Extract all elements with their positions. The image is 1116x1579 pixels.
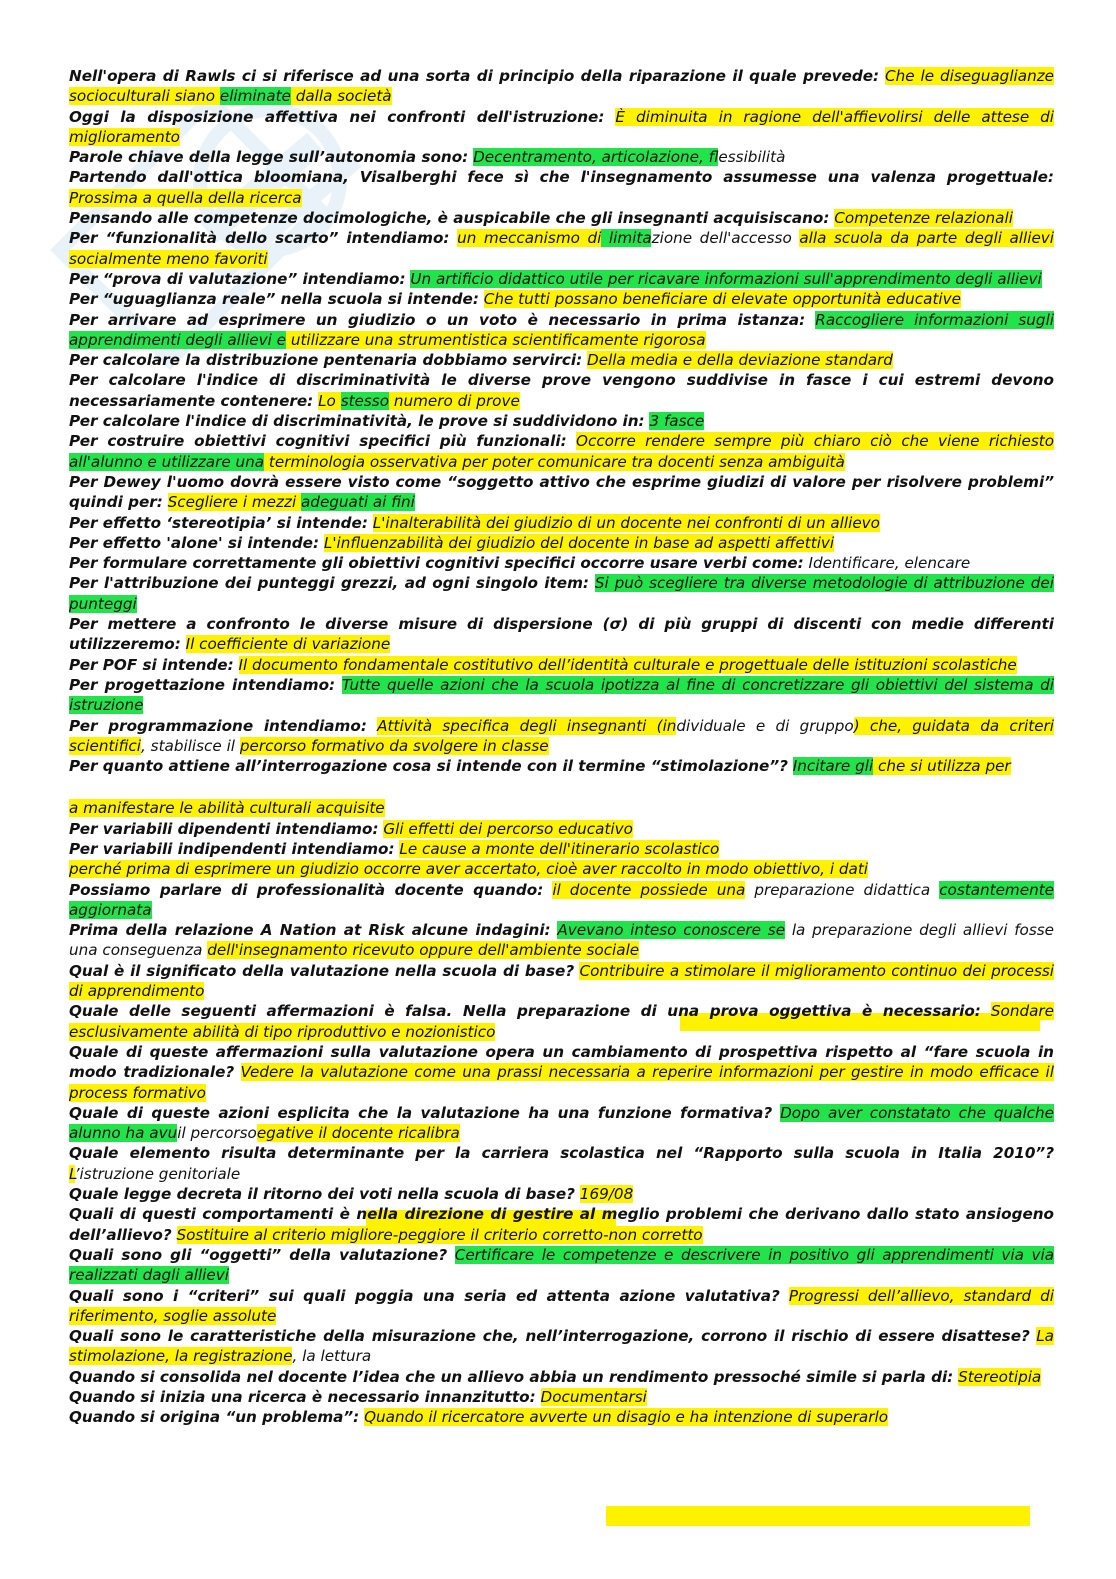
answer-segment: 3 fasce <box>649 412 705 431</box>
blank-gap <box>69 776 1054 798</box>
answer-segment: Incitare gli <box>792 757 874 776</box>
answer-segment: Un artificio didattico utile per ricavare informazioni sull'apprendimento degli allievi <box>410 269 1042 288</box>
question-text: Quando si inizia una ricerca è necessario innanzitutto: <box>69 1388 536 1406</box>
question-text: Prima della relazione A Nation at Risk alcune indagini: <box>69 921 551 940</box>
question-text: Per calcolare l'indice di discriminatività, le prove si suddividono in: <box>69 412 645 431</box>
qa-item <box>69 553 1054 573</box>
question-text: Quale elemento risulta determinante per la carriera scolastica nel “Rapporto sulla scuola in Italia 2010”? <box>69 1144 1054 1163</box>
answer-segment: Documentarsi <box>540 1388 647 1406</box>
qa-item <box>69 880 1054 921</box>
answer-segment: Decentramento, articolazione, f <box>473 148 719 167</box>
question-text: Per Dewey l'uomo dovrà essere visto come “soggetto attivo che esprime giudizi di valore per risolvere problemi” quindi per: <box>69 472 1054 512</box>
answer-segment: La stimolazione, la registrazione <box>69 1327 1054 1366</box>
qa-item <box>69 1387 1054 1407</box>
question-text: Per effetto 'alone' si intende: <box>69 533 320 552</box>
question-text: Per POF si intende: <box>69 655 234 674</box>
qa-item <box>69 370 1054 411</box>
question-text: Per quanto attiene all’interrogazione cosa si intende con il termine “stimolazione”? <box>69 757 788 776</box>
answer-segment: percorso formativo da svolgere in classe <box>239 736 549 755</box>
question-text: Per l'attribuzione dei punteggi grezzi, ad ogni singolo item: <box>69 574 589 593</box>
qa-item <box>69 289 1054 309</box>
qa-item <box>69 1143 1054 1184</box>
qa-item <box>69 716 1054 757</box>
qa-item <box>69 167 1054 208</box>
qa-item <box>69 1367 1054 1387</box>
answer-segment: Si può scegliere tra diverse metodologie di attribuzione dei punteggi <box>69 574 1054 613</box>
question-text: Quali sono gli “oggetti” della valutazione? <box>69 1245 448 1264</box>
answer-segment: Attività specifica degli insegnanti (in <box>377 716 677 735</box>
answer-segment: egative il docente ricalibra <box>256 1124 460 1143</box>
qa-item <box>69 839 1054 859</box>
qa-item <box>69 614 1054 655</box>
answer-segment: dalla società <box>290 87 392 106</box>
question-text: Quando si consolida nel docente l’idea che un allievo abbia un rendimento pressoché simile si parla di: <box>69 1367 954 1386</box>
question-text: Per calcolare la distribuzione pentenaria dobbiamo servirci: <box>69 351 583 370</box>
answer-segment: Dopo aver constatato che qualche alunno ha avu <box>69 1103 1055 1143</box>
qa-item <box>69 1042 1054 1103</box>
question-text: Per costruire obiettivi cognitivi specifici più funzionali: <box>69 432 567 451</box>
answer-segment: Contribuire a stimolare il miglioramento continuo dei processi di apprendimento <box>69 961 1054 1001</box>
answer-segment: un meccanismo di <box>457 229 602 248</box>
answer-segment: Sostituire al criterio migliore-peggiore il criterio corretto-non corretto <box>176 1225 703 1244</box>
answer-segment: Che le diseguaglianze socioculturali siano <box>69 67 1055 106</box>
answer-segment: terminologia osservativa per poter comunicare tra docenti senza ambiguità <box>264 452 845 471</box>
question-text: Per arrivare ad esprimere un giudizio o un voto è necessario in prima istanza: <box>69 310 806 329</box>
answer-segment: il docente possiede una <box>552 880 746 899</box>
answer-segment: Quando il ricercatore avverte un disagio e ha intenzione di superarlo <box>364 1408 888 1427</box>
answer-segment: perché prima di esprimere un giudizio occorre aver accertato, cioè aver raccolto in modo obiettivo, i dati <box>69 860 868 879</box>
answer-segment: il percorso <box>177 1124 257 1143</box>
answer-segment: Raccogliere informazioni sugli apprendimenti degli allievi e <box>69 310 1055 349</box>
answer-segment: utilizzare una strumentistica scientificamente rigorosa <box>286 330 706 349</box>
qa-item <box>69 961 1054 1002</box>
question-text: Nell'opera di Rawls ci si riferisce ad una sorta di principio della riparazione il quale prevede: <box>69 67 880 85</box>
qa-item <box>69 859 1054 879</box>
answer-segment: Stereotipia <box>958 1367 1042 1386</box>
answer-segment: stesso <box>340 391 390 410</box>
yellow-highlight-mark <box>606 1506 1030 1526</box>
qa-item <box>69 533 1054 553</box>
qa-item <box>69 1103 1054 1144</box>
question-text: Per “uguaglianza reale” nella scuola si intende: <box>69 290 479 309</box>
question-text: Oggi la disposizione affettiva nei confronti dell'istruzione: <box>69 107 605 126</box>
question-text: Parole chiave della legge sull’autonomia sono: <box>69 148 469 167</box>
answer-segment: Il coefficiente di variazione <box>185 635 391 654</box>
qa-item <box>69 1245 1054 1286</box>
question-text: Quali di questi comportamenti è nella direzione di gestire al meglio problemi che derivano dallo stato ansiogeno dell’allievo? <box>69 1205 1054 1244</box>
answer-segment: , la lettura <box>292 1347 372 1366</box>
question-text: Quale delle seguenti affermazioni è falsa. Nella preparazione di una prova oggettiva è necessario: <box>69 1002 981 1021</box>
qa-item <box>69 107 1054 148</box>
qa-item <box>69 655 1054 675</box>
answer-segment: L'inalterabilità dei giudizio di un docente nei confronti di un allievo <box>372 513 880 532</box>
qa-item <box>69 1204 1054 1245</box>
qa-item <box>69 798 1054 818</box>
qa-item <box>69 228 1054 269</box>
answer-segment: Tutte quelle azioni che la scuola ipotizza al fine di concretizzare gli obiettivi del sistema di istruzione <box>69 675 1055 715</box>
answer-segment: Gli effetti dei percorso educativo <box>383 819 633 838</box>
answer-segment: Che tutti possano beneficiare di elevate opportunità educative <box>483 290 961 309</box>
question-text: Quale di queste azioni esplicita che la valutazione ha una funzione formativa? <box>69 1103 773 1122</box>
answer-segment: Certificare le competenze e descrivere in positivo gli apprendimenti via via realizzati dagli allievi <box>69 1245 1054 1285</box>
answer-segment: L'influenzabilità dei giudizio del docente in base ad aspetti affettivi <box>323 533 835 552</box>
question-text: Per “funzionalità dello scarto” intendiamo: <box>69 229 450 248</box>
answer-segment: all'alunno e utilizzare una <box>69 452 265 471</box>
answer-segment: Progressi dell’allievo, standard di riferimento, soglie assolute <box>69 1286 1054 1325</box>
answer-segment: alla scuola da parte degli allievi socialmente meno favoriti <box>69 229 1055 268</box>
qa-item <box>69 147 1054 167</box>
question-text: Quale di queste affermazioni sulla valutazione opera un cambiamento di prospettiva rispetto al “fare scuola in modo tradizionale? <box>69 1042 1054 1082</box>
answer-segment: a manifestare le abilità culturali acquisite <box>69 799 385 818</box>
answer-segment: Competenze relazionali <box>834 209 1013 228</box>
qa-item <box>69 1326 1054 1367</box>
question-text: Quali sono i “criteri” sui quali poggia una seria ed attenta azione valutativa? <box>69 1286 780 1305</box>
document-page <box>69 66 1054 1428</box>
qa-item <box>69 920 1054 961</box>
question-text: Per variabili indipendenti intendiamo: <box>69 839 395 858</box>
answer-segment: ) che, guidata da criteri scientifici <box>69 716 1054 755</box>
qa-item <box>69 675 1054 716</box>
answer-segment: Prossima a quella della ricerca <box>69 188 302 207</box>
qa-item <box>69 1407 1054 1427</box>
answer-segment: Le cause a monte dell'itinerario scolastico <box>399 839 720 858</box>
qa-item <box>69 1001 1054 1042</box>
qa-item <box>69 1184 1054 1204</box>
answer-segment: che si utilizza per <box>873 757 1011 776</box>
answer-segment: dividuale e di gruppo <box>676 716 854 735</box>
question-text: Possiamo parlare di professionalità docente quando: <box>69 880 544 899</box>
question-text: Partendo dall'ottica bloomiana, Visalberghi fece sì che l'insegnamento assumesse una valenza progettuale: <box>69 168 1054 187</box>
answer-segment: costantemente aggiornata <box>69 880 1054 919</box>
question-text: Per calcolare l'indice di discriminatività le diverse prove vengono suddivise in fasce i cui estremi devono necessariamente contenere: <box>69 371 1054 410</box>
answer-segment: L <box>69 1164 75 1183</box>
answer-segment: Vedere la valutazione come una prassi necessaria a reperire informazioni per gestire in modo efficace il process formativo <box>69 1063 1054 1102</box>
qa-item <box>69 208 1054 228</box>
answer-segment: Il documento fondamentale costitutivo dell’identità culturale e progettuale delle istituzioni scolastiche <box>238 655 1017 674</box>
answer-segment: Lo <box>318 391 341 410</box>
answer-segment: dell'insegnamento ricevuto oppure dell'ambiente sociale <box>207 941 640 960</box>
qa-item <box>69 1286 1054 1327</box>
answer-segment: Della media e della deviazione standard <box>587 351 893 370</box>
answer-segment: Avevano inteso conoscere se <box>557 921 786 940</box>
qa-item <box>69 66 1054 107</box>
answer-segment: Sondare esclusivamente abilità di tipo riproduttivo e nozionistico <box>69 1002 1055 1041</box>
answer-segment: 169/08 <box>579 1185 634 1204</box>
qa-item <box>69 819 1054 839</box>
answer-segment: ’istruzione genitoriale <box>74 1164 241 1183</box>
answer-segment: numero di prove <box>389 391 520 410</box>
qa-item <box>69 269 1054 289</box>
answer-segment: eliminate <box>219 87 291 106</box>
question-text: Qual è il significato della valutazione nella scuola di base? <box>69 961 575 980</box>
question-text: Per programmazione intendiamo: <box>69 716 367 735</box>
qa-item <box>69 513 1054 533</box>
question-text: Quali sono le caratteristiche della misurazione che, nell’interrogazione, corrono il rischio di essere disattese? <box>69 1327 1030 1346</box>
question-text: Per mettere a confronto le diverse misure di dispersione (σ) di più gruppi di discenti con medie differenti utilizzeremo: <box>69 615 1054 654</box>
qa-item <box>69 431 1054 472</box>
answer-segment: , stabilisce il <box>141 736 240 755</box>
question-text: Quando si origina “un problema”: <box>69 1408 360 1427</box>
answer-segment: limitazione dell'accesso <box>601 229 800 248</box>
answer-segment: Occorre rendere sempre più chiaro ciò che viene richiesto <box>576 432 1055 451</box>
answer-segment: lessibilità <box>718 148 786 167</box>
question-text: Per variabili dipendenti intendiamo: <box>69 819 379 838</box>
question-text: Per effetto ‘stereotipia’ si intende: <box>69 513 368 532</box>
question-text: Per formulare correttamente gli obiettivi cognitivi specifici occorre usare verbi come: <box>69 554 804 573</box>
question-text: Per progettazione intendiamo: <box>69 675 336 694</box>
qa-item <box>69 310 1054 351</box>
answer-segment: Identificare, elencare <box>808 554 971 573</box>
answer-segment: la preparazione degli allievi fosse una conseguenza <box>69 921 1055 960</box>
question-text: Quale legge decreta il ritorno dei voti nella scuola di base? <box>69 1185 575 1204</box>
answer-segment: È diminuita in ragione dell'affievolirsi delle attese di miglioramento <box>69 107 1055 146</box>
answer-segment: Scegliere i mezzi <box>167 493 301 512</box>
question-text: Pensando alle competenze docimologiche, è auspicabile che gli insegnanti acquisiscano: <box>69 209 830 228</box>
answer-segment: preparazione didattica <box>745 880 940 899</box>
qa-item <box>69 411 1054 431</box>
qa-item <box>69 350 1054 370</box>
question-text: Per “prova di valutazione” intendiamo: <box>69 269 406 288</box>
answer-segment: adeguati ai fini <box>301 493 415 512</box>
qa-item <box>69 472 1054 513</box>
qa-item <box>69 573 1054 614</box>
qa-item <box>69 756 1054 776</box>
